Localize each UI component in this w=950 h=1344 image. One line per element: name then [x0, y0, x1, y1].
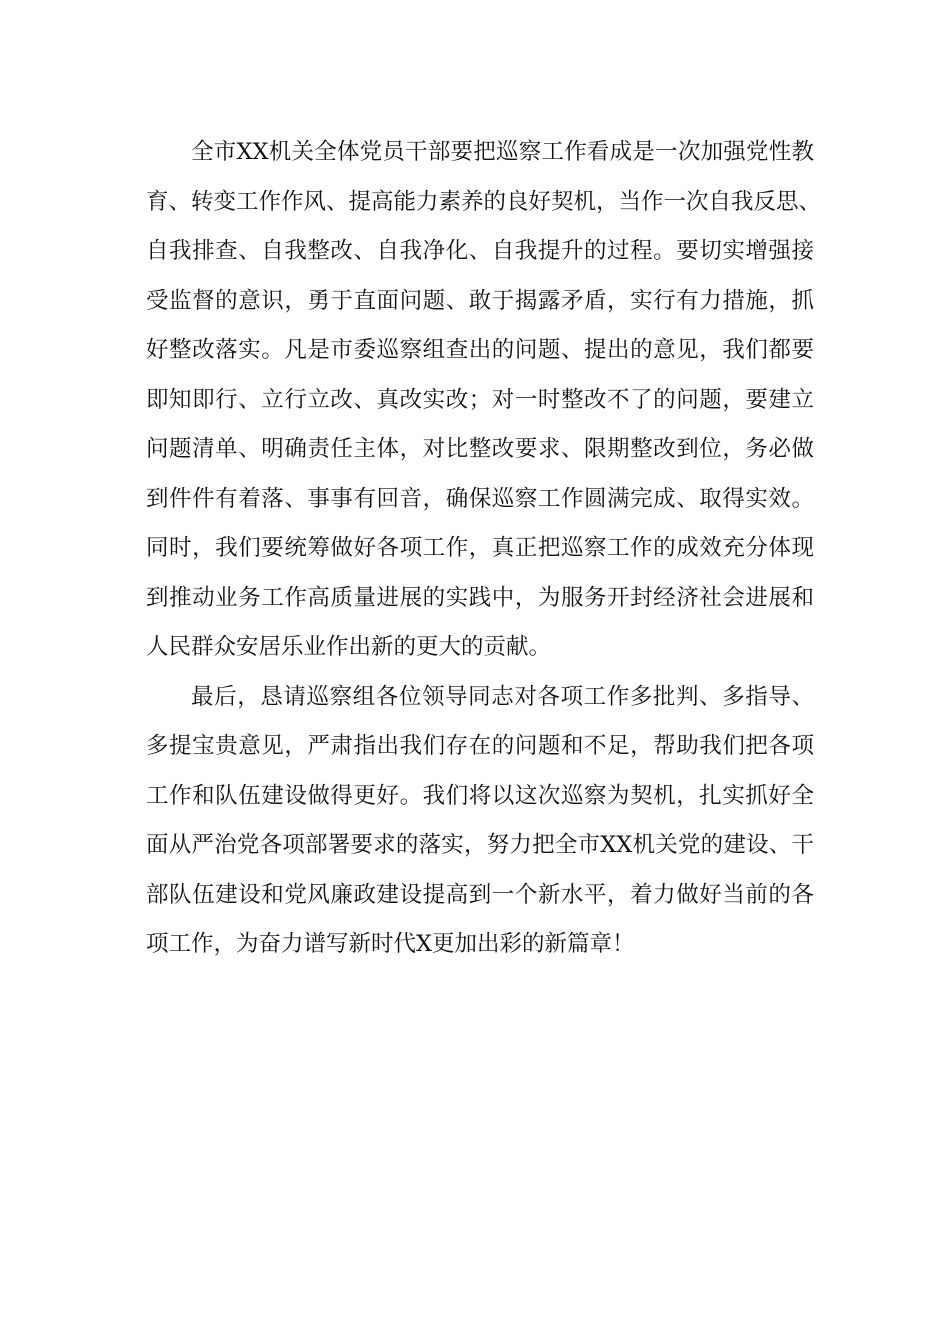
text-line: 问题清单、明确责任主体，对比整改要求、限期整改到位，务必做 [146, 436, 814, 462]
text-line: 同时，我们要统筹做好各项工作，真正把巡察工作的成效充分体现 [146, 535, 814, 561]
text-line: 即知即行、立行立改、真改实改；对一时整改不了的问题，要建立 [146, 386, 814, 413]
text-line: 人民群众安居乐业作出新的更大的贡献。 [146, 634, 552, 660]
text-line: 自我排查、自我整改、自我净化、自我提升的过程。要切实增强接 [146, 238, 814, 264]
text-line: 最后，恳请巡察组各位领导同志对各项工作多批判、多指导、 [191, 683, 814, 710]
paragraph-closing-request [146, 673, 814, 970]
text-line: 到件件有着落、事事有回音，确保巡察工作圆满完成、取得实效。 [146, 485, 814, 512]
text-line: 项工作，为奋力谱写新时代X更加出彩的新篇章！ [146, 931, 635, 957]
text-line: 面从严治党各项部署要求的落实，努力把全市XX机关党的建设、干 [146, 832, 814, 858]
text-line: 育、转变工作作风、提高能力素养的良好契机，当作一次自我反思、 [146, 188, 822, 215]
text-line: 到推动业务工作高质量进展的实践中，为服务开封经济社会进展和 [146, 584, 814, 611]
paragraph-inspection-rectification [146, 128, 822, 673]
text-line: 工作和队伍建设做得更好。我们将以这次巡察为契机，扎实抓好全 [146, 782, 814, 809]
document-body [146, 128, 822, 970]
text-line: 多提宝贵意见，严肃指出我们存在的问题和不足，帮助我们把各项 [146, 733, 814, 759]
text-line: 好整改落实。凡是市委巡察组查出的问题、提出的意见，我们都要 [146, 337, 814, 363]
text-line: 部队伍建设和党风廉政建设提高到一个新水平，着力做好当前的各 [146, 881, 814, 908]
text-line: 全市XX机关全体党员干部要把巡察工作看成是一次加强党性教 [191, 139, 814, 165]
text-line: 受监督的意识，勇于直面问题、敢于揭露矛盾，实行有力措施，抓 [146, 287, 814, 314]
